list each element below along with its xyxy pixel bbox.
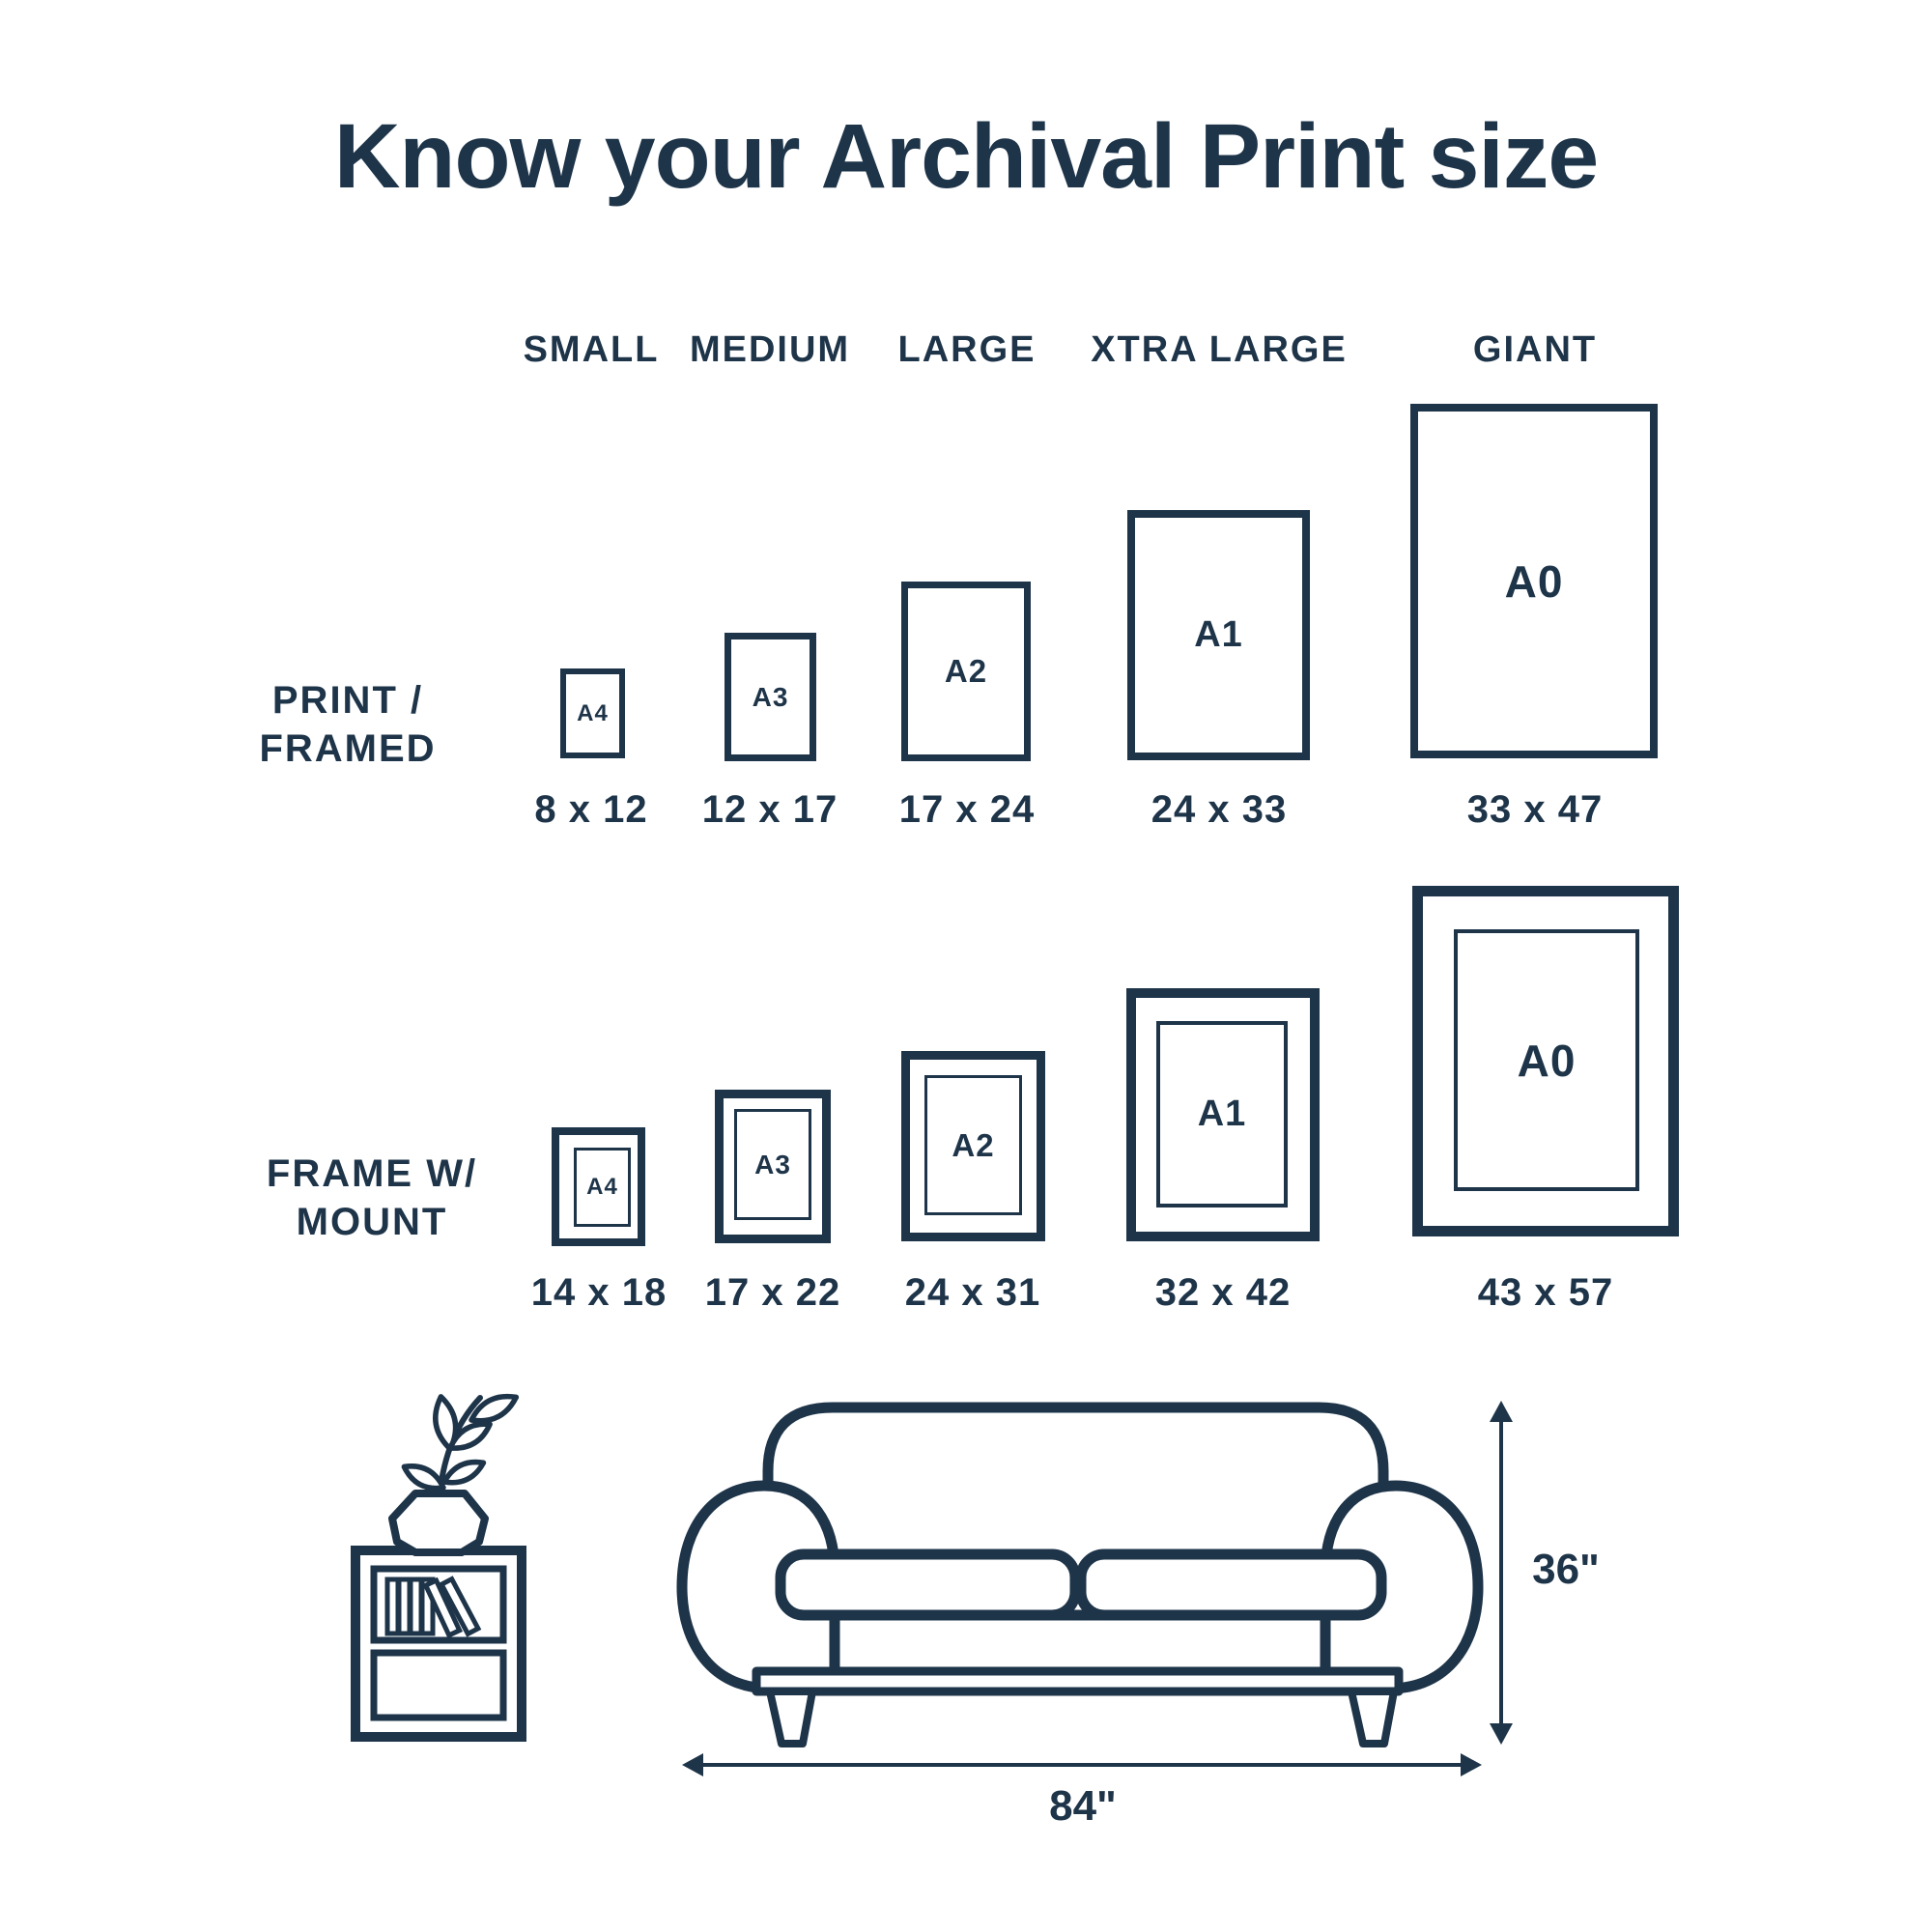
paper-size-label-a2: A2 [944,653,988,689]
frame-dimensions-label-a0: 43 x 57 [1477,1271,1614,1314]
mounted-paper-size-label-a3: A3 [754,1149,791,1179]
row-label-frame-line1: FRAME W/ [266,1152,478,1195]
print-box-a3 [724,633,816,761]
mounted-paper-size-label-a4: A4 [586,1174,618,1200]
print-dimensions-label-a3: 12 x 17 [701,788,838,831]
plant-illustration [392,1389,521,1552]
column-header-a0: GIANT [1472,329,1598,370]
print-dimensions-label-a2: 17 x 24 [898,788,1036,831]
frame-dimensions-label-a4: 14 x 18 [530,1271,668,1314]
frame-dimensions-label-a2: 24 x 31 [904,1271,1041,1314]
print-box-a1 [1127,510,1310,760]
paper-size-label-a3: A3 [752,681,789,712]
mounted-paper-size-label-a0: A0 [1517,1035,1577,1086]
print-dimensions-label-a1: 24 x 33 [1151,788,1288,831]
row-label-print-line1: PRINT / [271,679,424,722]
width-dimension-arrow [682,1753,1482,1776]
print-box-a0 [1410,404,1658,758]
frame-mount-window-a0 [1454,929,1639,1191]
frame-dimensions-label-a3: 17 x 22 [704,1271,841,1314]
column-header-a1: XTRA LARGE [1091,329,1348,370]
frame-mount-window-a2 [924,1075,1022,1215]
sofa-height-label: 36" [1532,1546,1600,1593]
column-header-a2: LARGE [897,329,1037,370]
frame-dimensions-label-a1: 32 x 42 [1154,1271,1292,1314]
frame-mount-window-a3 [734,1109,811,1220]
side-table-illustration [355,1550,522,1737]
sofa-illustration [682,1407,1478,1744]
frame-mount-window-a1 [1156,1021,1288,1208]
column-header-a3: MEDIUM [689,329,851,370]
sofa-width-label: 84" [1049,1782,1117,1830]
mounted-paper-size-label-a2: A2 [952,1126,995,1163]
paper-size-label-a1: A1 [1194,614,1243,655]
print-dimensions-label-a0: 33 x 47 [1466,788,1604,831]
row-label-frame-line2: MOUNT [296,1201,448,1243]
print-box-a4 [560,668,625,758]
row-label-print-line2: FRAMED [259,727,437,770]
print-dimensions-label-a4: 8 x 12 [534,788,648,831]
column-header-a4: SMALL [523,329,660,370]
frame-mount-window-a4 [574,1148,631,1227]
height-dimension-arrow [1490,1401,1513,1745]
paper-size-label-a4: A4 [577,699,609,726]
paper-size-label-a0: A0 [1504,555,1564,607]
print-box-a2 [901,582,1031,761]
page-title: Know your Archival Print size [333,105,1599,208]
mounted-paper-size-label-a1: A1 [1197,1094,1247,1134]
